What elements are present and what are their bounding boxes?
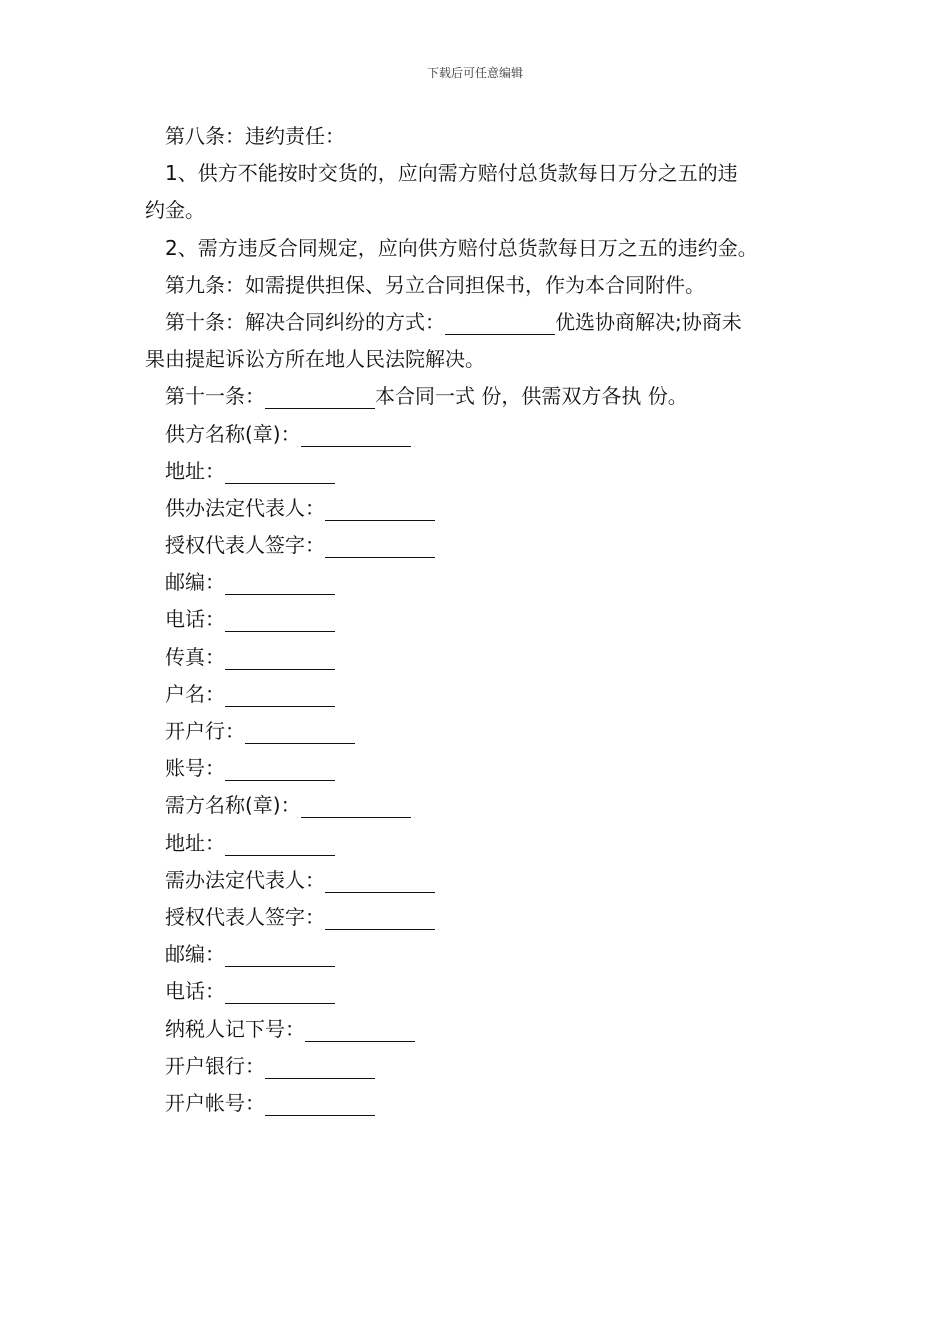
document-line [145,416,817,453]
line-text: 第十条：解决合同纠纷的方式： [165,309,445,334]
line-text: 电话： [165,607,225,632]
document-line [145,862,817,899]
line-text: 2、需方违反合同规定，应向供方赔付总货款每日万之五的违约金。 [165,235,758,260]
line-tail-text: 本合同一式 份，供需双方各执 份。 [375,384,688,409]
document-line [145,453,817,490]
document-line [145,564,817,601]
line-text: 供方名称(章)： [165,421,301,446]
document-line [145,601,817,638]
line-text: 第八条：违约责任： [165,124,345,148]
line-text: 需办法定代表人： [165,867,325,892]
fill-in-blank[interactable] [265,1093,375,1116]
document-line [145,527,817,564]
document-line [145,304,817,341]
line-text: 需方名称(章)： [165,793,301,818]
fill-in-blank[interactable] [301,424,411,447]
line-text: 约金。 [145,198,205,223]
fill-in-blank[interactable] [225,609,335,632]
document-line [145,825,817,862]
fill-in-blank[interactable] [445,312,555,335]
page-header: 下载后可任意编辑 [426,66,523,80]
document-line [145,490,817,527]
line-text: 1、供方不能按时交货的，应向需方赔付总货款每日万分之五的违 [165,161,738,186]
fill-in-blank[interactable] [225,461,335,484]
document-line [145,1048,817,1085]
line-text: 授权代表人签字： [165,533,325,558]
document-line [145,676,817,713]
line-text: 地址： [165,830,225,855]
line-text: 开户帐号： [165,1090,265,1115]
document-line [145,267,817,304]
line-tail-text: 优选协商解决;协商未 [555,309,742,334]
document-line [145,230,817,267]
fill-in-blank[interactable] [225,944,335,967]
line-text: 开户行： [165,719,245,743]
fill-in-blank[interactable] [325,535,435,558]
document-line [145,639,817,676]
fill-in-blank[interactable] [265,386,375,409]
document-line [145,1011,817,1048]
fill-in-blank[interactable] [245,721,355,744]
fill-in-blank[interactable] [225,684,335,707]
document-line [145,118,817,155]
line-text: 纳税人记下号： [165,1016,305,1041]
line-text: 授权代表人签字： [165,904,325,929]
line-text: 供办法定代表人： [165,495,325,520]
line-text: 电话： [165,979,225,1004]
line-text: 传真： [165,644,225,669]
line-text: 邮编： [165,942,225,967]
line-text: 果由提起诉讼方所在地人民法院解决。 [145,347,485,372]
fill-in-blank[interactable] [225,981,335,1004]
fill-in-blank[interactable] [225,647,335,670]
fill-in-blank[interactable] [325,870,435,893]
document-line [145,787,817,824]
fill-in-blank[interactable] [301,795,411,818]
line-text: 户名： [165,681,225,706]
line-text: 邮编： [165,570,225,595]
document-line [145,936,817,973]
line-text: 第十一条： [165,384,265,409]
document-line [145,378,817,415]
fill-in-blank[interactable] [325,907,435,930]
fill-in-blank[interactable] [325,498,435,521]
document-line [145,1085,817,1122]
line-text: 地址： [165,458,225,483]
document-line [145,899,817,936]
line-text: 开户银行： [165,1053,265,1078]
fill-in-blank[interactable] [305,1019,415,1042]
document-line [145,155,817,192]
fill-in-blank[interactable] [225,758,335,781]
document-body [145,118,817,1122]
document-line [145,750,817,787]
fill-in-blank[interactable] [265,1056,375,1079]
line-text: 第九条：如需提供担保、另立合同担保书，作为本合同附件。 [165,272,705,297]
document-line [145,341,817,378]
line-text: 账号： [165,756,225,781]
fill-in-blank[interactable] [225,572,335,595]
fill-in-blank[interactable] [225,833,335,856]
document-line [145,973,817,1010]
document-line [145,192,817,229]
document-line [145,713,817,750]
